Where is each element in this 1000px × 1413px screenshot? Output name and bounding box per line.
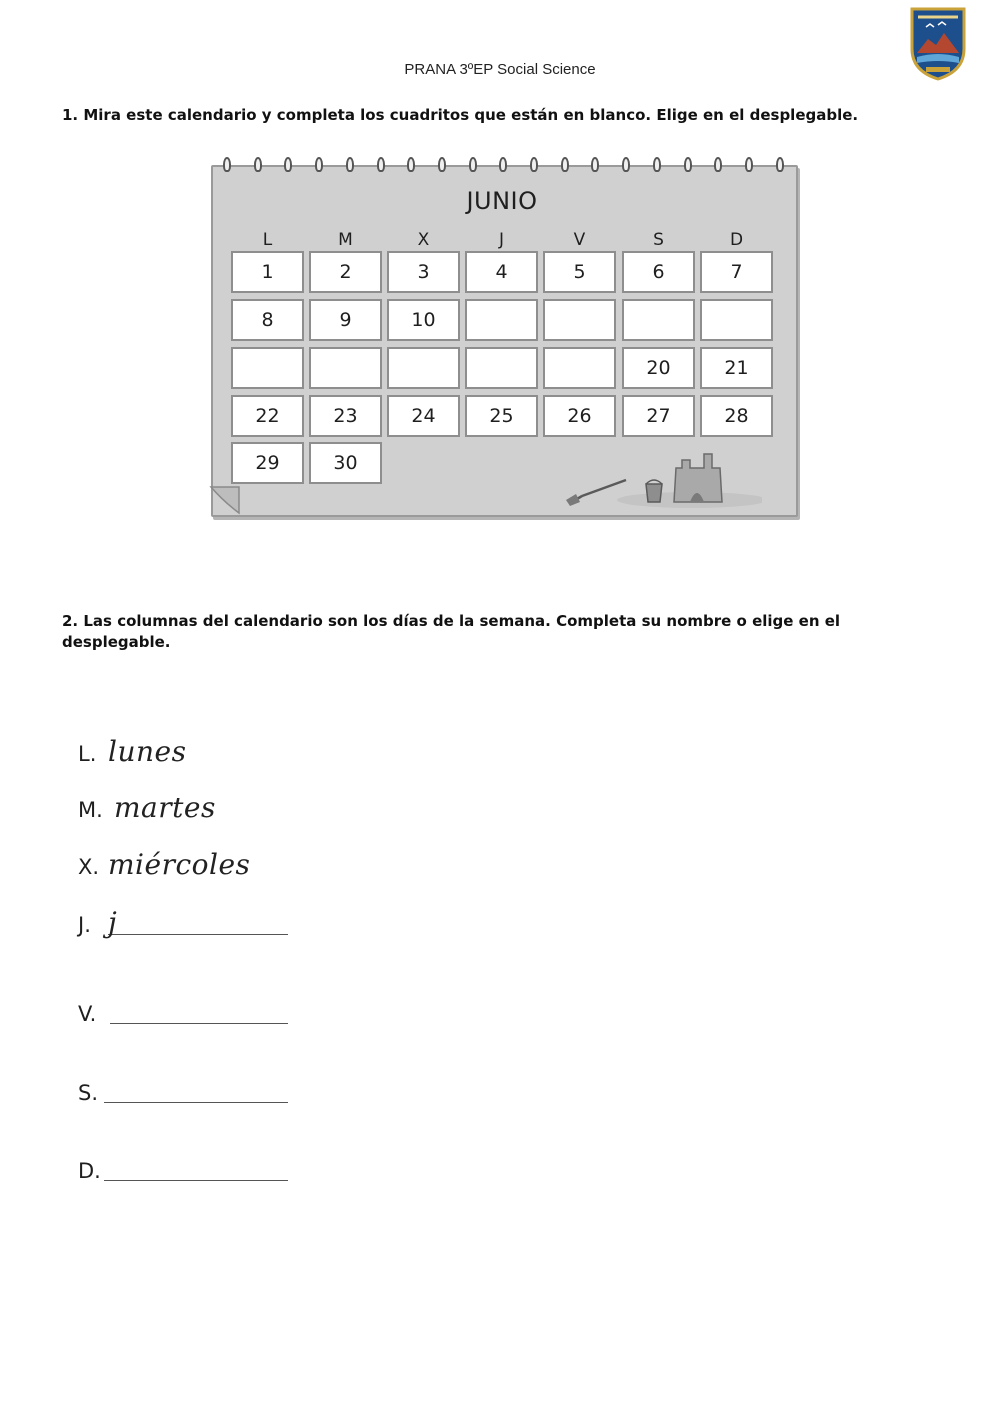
calendar-blank-cell[interactable] — [231, 347, 304, 389]
weekday-row — [78, 897, 398, 937]
weekday-row — [78, 1143, 398, 1183]
june-calendar — [207, 155, 797, 519]
weekday-written-name: miércoles — [108, 848, 251, 881]
calendar-day-letter: D — [729, 230, 744, 250]
spiral-ring-icon — [622, 157, 630, 172]
calendar-blank-cell[interactable] — [387, 347, 460, 389]
weekday-row — [78, 839, 398, 879]
spiral-ring-icon — [653, 157, 661, 172]
weekday-abbreviation: J. — [78, 913, 91, 937]
calendar-day-letter: J — [498, 230, 504, 250]
spiral-ring-icon — [745, 157, 753, 172]
calendar-day-cell: 29 — [231, 442, 304, 484]
calendar-day-cell: 25 — [465, 395, 538, 437]
calendar-day-cell: 4 — [465, 251, 538, 293]
weekday-answer-blank[interactable] — [104, 1180, 288, 1181]
weekday-answer-blank[interactable] — [108, 934, 288, 935]
spiral-ring-icon — [407, 157, 415, 172]
calendar-blank-cell[interactable] — [622, 299, 695, 341]
weekday-written-name: lunes — [108, 735, 187, 768]
weekday-abbreviation: D. — [78, 1159, 101, 1183]
page-header-title: PRANA 3ºEP Social Science — [404, 61, 596, 78]
calendar-day-cell: 28 — [700, 395, 773, 437]
spiral-ring-icon — [530, 157, 538, 172]
calendar-day-cell: 8 — [231, 299, 304, 341]
spiral-ring-icon — [284, 157, 292, 172]
calendar-day-cell: 26 — [543, 395, 616, 437]
calendar-day-cell: 6 — [622, 251, 695, 293]
weekday-row — [78, 1065, 398, 1105]
calendar-blank-cell[interactable] — [309, 347, 382, 389]
weekday-written-name: j — [108, 906, 118, 939]
calendar-day-cell: 24 — [387, 395, 460, 437]
weekday-written-name: martes — [114, 791, 216, 824]
calendar-day-cell: 9 — [309, 299, 382, 341]
calendar-day-cell: 1 — [231, 251, 304, 293]
spiral-ring-icon — [254, 157, 262, 172]
spiral-ring-icon — [499, 157, 507, 172]
weekday-row — [78, 726, 398, 766]
question-2-text: 2. Las columnas del calendario son los días de la semana. Completa su nombre o elige en el desplegable. — [62, 612, 841, 651]
weekday-row — [78, 782, 398, 822]
school-crest-icon — [908, 5, 968, 81]
spiral-ring-icon — [223, 157, 231, 172]
spiral-ring-icon — [561, 157, 569, 172]
question-1-text: 1. Mira este calendario y completa los cuadritos que están en blanco. Elige en el desplegable. — [62, 106, 859, 124]
spiral-ring-icon — [315, 157, 323, 172]
calendar-blank-cell[interactable] — [465, 347, 538, 389]
weekday-abbreviation: S. — [78, 1081, 99, 1105]
calendar-day-cell: 10 — [387, 299, 460, 341]
calendar-day-cell: 22 — [231, 395, 304, 437]
calendar-blank-cell[interactable] — [543, 299, 616, 341]
page-curl-icon — [209, 483, 241, 517]
weekday-abbreviation: L. — [78, 742, 97, 766]
calendar-day-cell: 30 — [309, 442, 382, 484]
calendar-blank-cell[interactable] — [543, 347, 616, 389]
calendar-day-cell: 2 — [309, 251, 382, 293]
spiral-ring-icon — [714, 157, 722, 172]
spiral-ring-icon — [684, 157, 692, 172]
calendar-blank-cell[interactable] — [700, 299, 773, 341]
calendar-blank-cell[interactable] — [465, 299, 538, 341]
sandcastle-icon — [562, 440, 762, 510]
spiral-ring-icon — [438, 157, 446, 172]
calendar-day-cell: 3 — [387, 251, 460, 293]
calendar-day-letter: S — [653, 230, 664, 250]
weekday-abbreviation: M. — [78, 798, 103, 822]
spiral-ring-icon — [469, 157, 477, 172]
weekday-answer-blank[interactable] — [104, 1102, 288, 1103]
calendar-month-title: JUNIO — [466, 187, 538, 215]
weekday-row — [78, 986, 398, 1026]
spiral-ring-icon — [377, 157, 385, 172]
calendar-day-cell: 23 — [309, 395, 382, 437]
weekday-abbreviation: V. — [78, 1002, 97, 1026]
calendar-day-cell: 27 — [622, 395, 695, 437]
weekday-answer-blank[interactable] — [110, 1023, 288, 1024]
weekday-abbreviation: X. — [78, 855, 100, 879]
calendar-day-letter: M — [338, 230, 353, 250]
calendar-day-letter: L — [262, 230, 273, 250]
spiral-ring-icon — [346, 157, 354, 172]
spiral-ring-icon — [776, 157, 784, 172]
calendar-day-cell: 5 — [543, 251, 616, 293]
calendar-day-cell: 21 — [700, 347, 773, 389]
calendar-day-cell: 7 — [700, 251, 773, 293]
calendar-day-letter: V — [573, 230, 586, 250]
calendar-day-cell: 20 — [622, 347, 695, 389]
spiral-ring-icon — [591, 157, 599, 172]
calendar-day-letter: X — [417, 230, 430, 250]
